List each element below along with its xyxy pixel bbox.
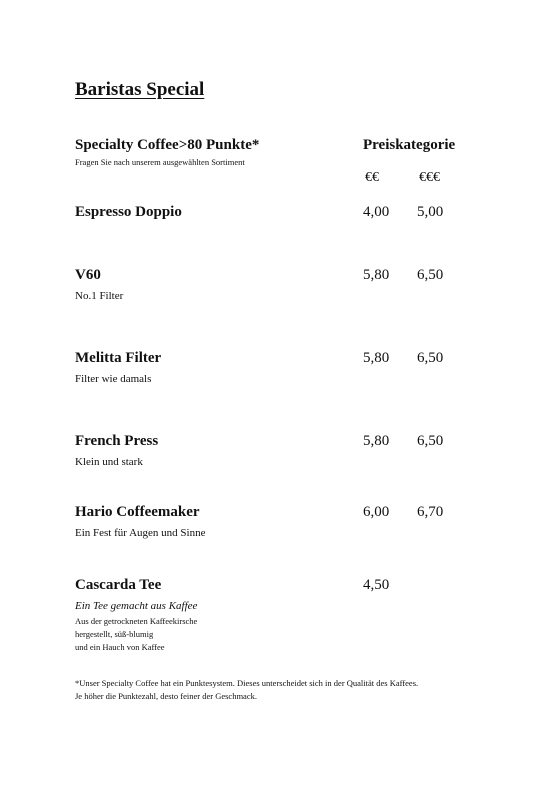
item-price-1: 4,00: [363, 204, 390, 220]
item-price-1: 5,80: [363, 350, 390, 366]
item-price-2: 6,50: [417, 267, 444, 283]
item-price-1: 4,50: [363, 577, 390, 593]
item-subtitle: Ein Tee gemacht aus Kaffee: [75, 600, 198, 612]
item-description: Ein Fest für Augen und Sinne: [75, 527, 206, 539]
item-price-2: 6,50: [417, 433, 444, 449]
item-price-1: 5,80: [363, 267, 390, 283]
price-category-heading: Preiskategorie: [363, 137, 456, 153]
item-name: Melitta Filter: [75, 350, 162, 366]
item-name: Espresso Doppio: [75, 204, 182, 220]
item-description: No.1 Filter: [75, 290, 124, 302]
footnote-line: *Unser Specialty Coffee hat ein Punktesystem. Dieses unterscheidet sich in der Qualität des Kaffees.: [75, 678, 419, 688]
item-name: French Press: [75, 433, 159, 449]
item-detail-line: und ein Hauch von Kaffee: [75, 642, 165, 652]
page-title: Baristas Special: [75, 79, 205, 100]
item-price-2: 6,70: [417, 504, 444, 520]
section-title: Specialty Coffee>80 Punkte*: [75, 137, 260, 153]
price-category-2: €€€: [419, 170, 440, 185]
item-detail-line: Aus der getrockneten Kaffeekirsche: [75, 616, 198, 626]
item-price-1: 5,80: [363, 433, 390, 449]
item-name: Cascarda Tee: [75, 577, 162, 593]
section-subtitle: Fragen Sie nach unserem ausgewählten Sortiment: [75, 157, 245, 167]
item-price-2: 5,00: [417, 204, 444, 220]
item-price-1: 6,00: [363, 504, 390, 520]
footnote-line: Je höher die Punktezahl, desto feiner der Geschmack.: [75, 691, 257, 701]
item-description: Filter wie damals: [75, 373, 152, 385]
item-price-2: 6,50: [417, 350, 444, 366]
item-name: Hario Coffeemaker: [75, 504, 200, 520]
item-description: Klein und stark: [75, 456, 143, 468]
price-category-1: €€: [365, 170, 379, 185]
item-name: V60: [75, 267, 101, 283]
item-detail-line: hergestellt, süß-blumig: [75, 629, 154, 639]
